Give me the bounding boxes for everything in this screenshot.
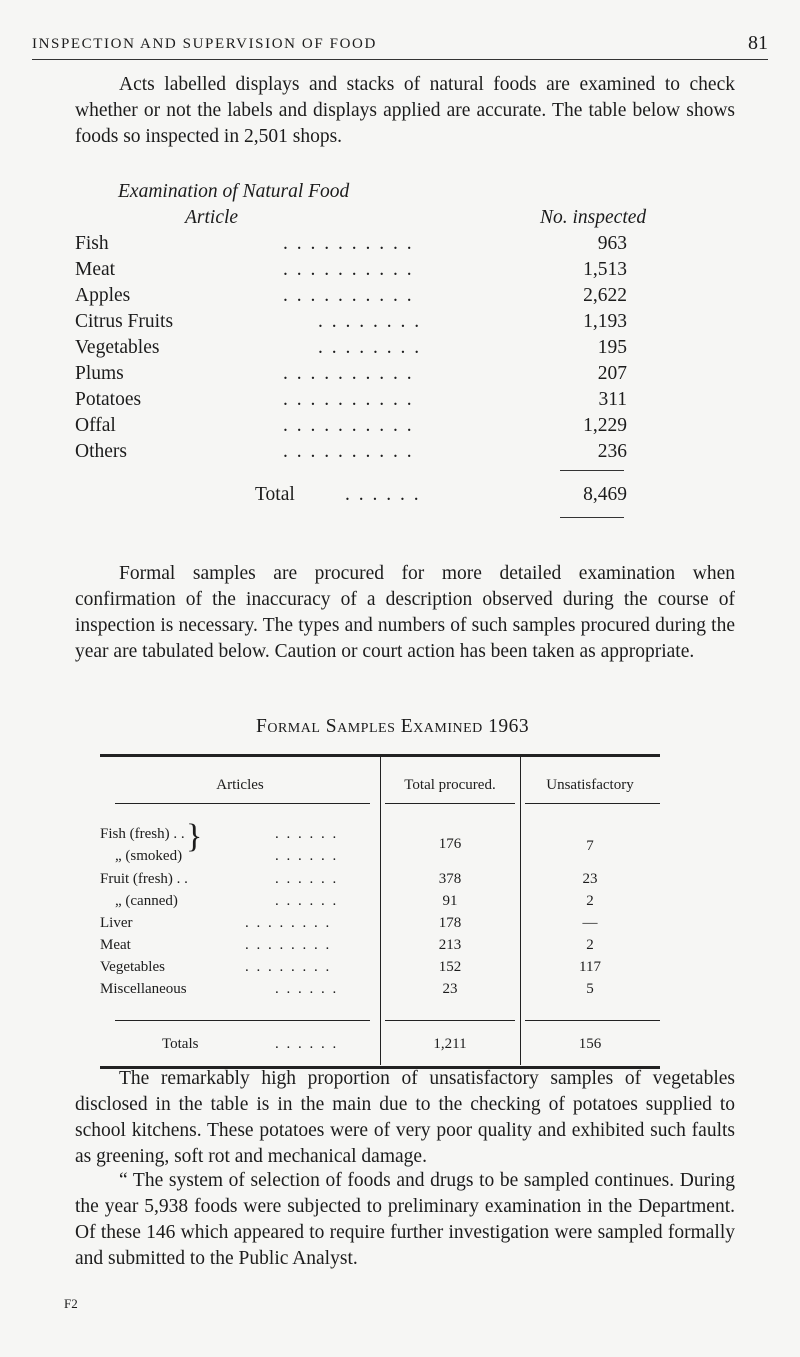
table-row (75, 233, 627, 259)
totals-rule (385, 1020, 515, 1021)
paragraph-1: Acts labelled displays and stacks of natural foods are examined to check whether or not the labels and displays applied are accurate. The table below shows foods so inspected in 2,501 shops. (75, 74, 735, 147)
unsatisfactory-header: Unsatisfactory (546, 777, 634, 793)
header-rule (115, 803, 370, 804)
article-name: Fruit (fresh) . . (100, 871, 188, 887)
leader-dots: . . . . . . . . (318, 337, 422, 358)
article-name: Apples (75, 285, 131, 306)
page-number: 81 (748, 32, 768, 54)
total-label: Total (255, 484, 295, 505)
inspected-count: 207 (597, 363, 627, 384)
article-name: Meat (75, 259, 116, 280)
leader-dots: . . . . . . . . . . (283, 415, 414, 436)
leader-dots: . . . . . . (275, 848, 339, 864)
unsatisfactory-value: 117 (579, 959, 601, 975)
procured-value: 378 (438, 871, 462, 887)
leader-dots: . . . . . . . . (245, 937, 332, 953)
article-name: Fish (75, 233, 109, 254)
unsatisfactory-value: — (582, 915, 598, 931)
leader-dots: . . . . . . (275, 826, 339, 842)
table-row (75, 285, 627, 311)
article-name: Meat (100, 937, 131, 953)
paragraph-3: The remarkably high proportion of unsatisfactory samples of vegetables disclosed in the table is in the main due to the checking of potatoes supplied to school kitchens. These potatoes were of very poor quality and exhibited such faults as greening, soft rot and mechanical damage. (75, 1068, 735, 1167)
totals-unsatisfactory: 156 (578, 1036, 602, 1052)
article-name: Plums (75, 363, 124, 384)
table-row (100, 848, 660, 868)
leader-dots: . . . . . . . . (318, 311, 422, 332)
total-value: 8,469 (583, 484, 627, 505)
running-title: INSPECTION AND SUPERVISION OF FOOD (32, 36, 377, 52)
inspected-count: 1,513 (583, 259, 627, 280)
inspected-count: 311 (598, 389, 627, 410)
leader-dots: . . . . . . . . . . (283, 259, 414, 280)
leader-dots: . . . . . . (275, 893, 339, 909)
totals-rule (525, 1020, 660, 1021)
article-name: Vegetables (100, 959, 165, 975)
leader-dots: . . . . . . (275, 1036, 339, 1052)
leader-dots: . . . . . . . . . . (283, 389, 414, 410)
procured-value: 23 (442, 981, 458, 997)
totals-procured: 1,211 (433, 1036, 467, 1052)
paragraph-2: Formal samples are procured for more detailed examination when confirmation of the inaccuracy of a description observed during the course of inspection is necessary. The types and numbers of such samples procured during the year are tabulated below. Caution or court action has been taken as appropriate. (75, 563, 735, 662)
table-row (75, 415, 627, 441)
table-row (75, 441, 627, 467)
leader-dots: . . . . . . . . (245, 915, 332, 931)
table-row (75, 311, 627, 337)
article-name: „ (canned) (115, 893, 178, 909)
natural-food-table-title: Examination of Natural Food (118, 181, 350, 202)
header-rule (525, 803, 660, 804)
signature-mark: F2 (64, 1296, 78, 1311)
inspected-count: 963 (597, 233, 627, 254)
total-rule-top (560, 470, 624, 471)
procured-value: 91 (442, 893, 458, 909)
article-name: Fish (fresh) . . (100, 826, 185, 842)
table-row (75, 337, 627, 363)
leader-dots: . . . . . . . . (245, 959, 332, 975)
inspected-count: 236 (597, 441, 627, 462)
unsatisfactory-value: 7 (586, 838, 594, 854)
article-name: Citrus Fruits (75, 311, 174, 332)
inspected-column-header: No. inspected (540, 207, 647, 228)
leader-dots: . . . . . . (275, 981, 339, 997)
inspected-count: 195 (597, 337, 627, 358)
procured-value: 152 (438, 959, 462, 975)
leader-dots: . . . . . . (275, 871, 339, 887)
total-procured-header: Total procured. (404, 777, 496, 793)
running-header (32, 30, 768, 60)
table-row (100, 937, 660, 957)
unsatisfactory-value: 2 (586, 893, 594, 909)
article-name: Offal (75, 415, 116, 436)
inspected-count: 1,193 (583, 311, 627, 332)
header-rule (385, 803, 515, 804)
table-row (75, 363, 627, 389)
formal-samples-table-title: Formal Samples Examined 1963 (256, 716, 530, 737)
article-column-header: Article (185, 207, 239, 228)
leader-dots: . . . . . . . . . . (283, 363, 414, 384)
leader-dots: . . . . . . . . . . (283, 285, 414, 306)
article-name: Liver (100, 915, 133, 931)
table-row (100, 871, 660, 891)
table-row (75, 389, 627, 415)
leader-dots: . . . . . . . . . . (283, 441, 414, 462)
table-row (100, 826, 660, 854)
leader-dots: . . . . . . . . . . (283, 233, 414, 254)
article-name: Others (75, 441, 127, 462)
table-row (100, 981, 660, 1001)
article-name: „ (smoked) (115, 848, 183, 864)
inspected-count: 2,622 (583, 285, 627, 306)
totals-rule (115, 1020, 370, 1021)
header-rule (32, 59, 768, 60)
procured-value: 176 (438, 836, 462, 852)
procured-value: 178 (438, 915, 462, 931)
article-name: Vegetables (75, 337, 160, 358)
procured-value: 213 (438, 937, 462, 953)
article-name: Potatoes (75, 389, 142, 410)
articles-header: Articles (216, 777, 264, 793)
totals-label: Totals (162, 1036, 199, 1052)
table-row (100, 915, 660, 935)
unsatisfactory-value: 23 (582, 871, 598, 887)
table-row (100, 893, 660, 913)
article-name: Miscellaneous (100, 981, 187, 997)
paragraph-4: “ The system of selection of foods and drugs to be sampled continues. During the year 5,938 foods were subjected to preliminary examination in the Department. Of these 146 which appeared to require further investigation were sampled formally and submitted to the Public Analyst. (75, 1170, 735, 1269)
unsatisfactory-value: 5 (586, 981, 594, 997)
brace-icon: } (186, 818, 203, 855)
total-rule-bottom (560, 517, 624, 518)
table-row (100, 959, 660, 979)
table-row (75, 259, 627, 285)
inspected-count: 1,229 (583, 415, 627, 436)
unsatisfactory-value: 2 (586, 937, 594, 953)
leader-dots: . . . . . . (345, 484, 421, 505)
totals-row (100, 1036, 660, 1056)
